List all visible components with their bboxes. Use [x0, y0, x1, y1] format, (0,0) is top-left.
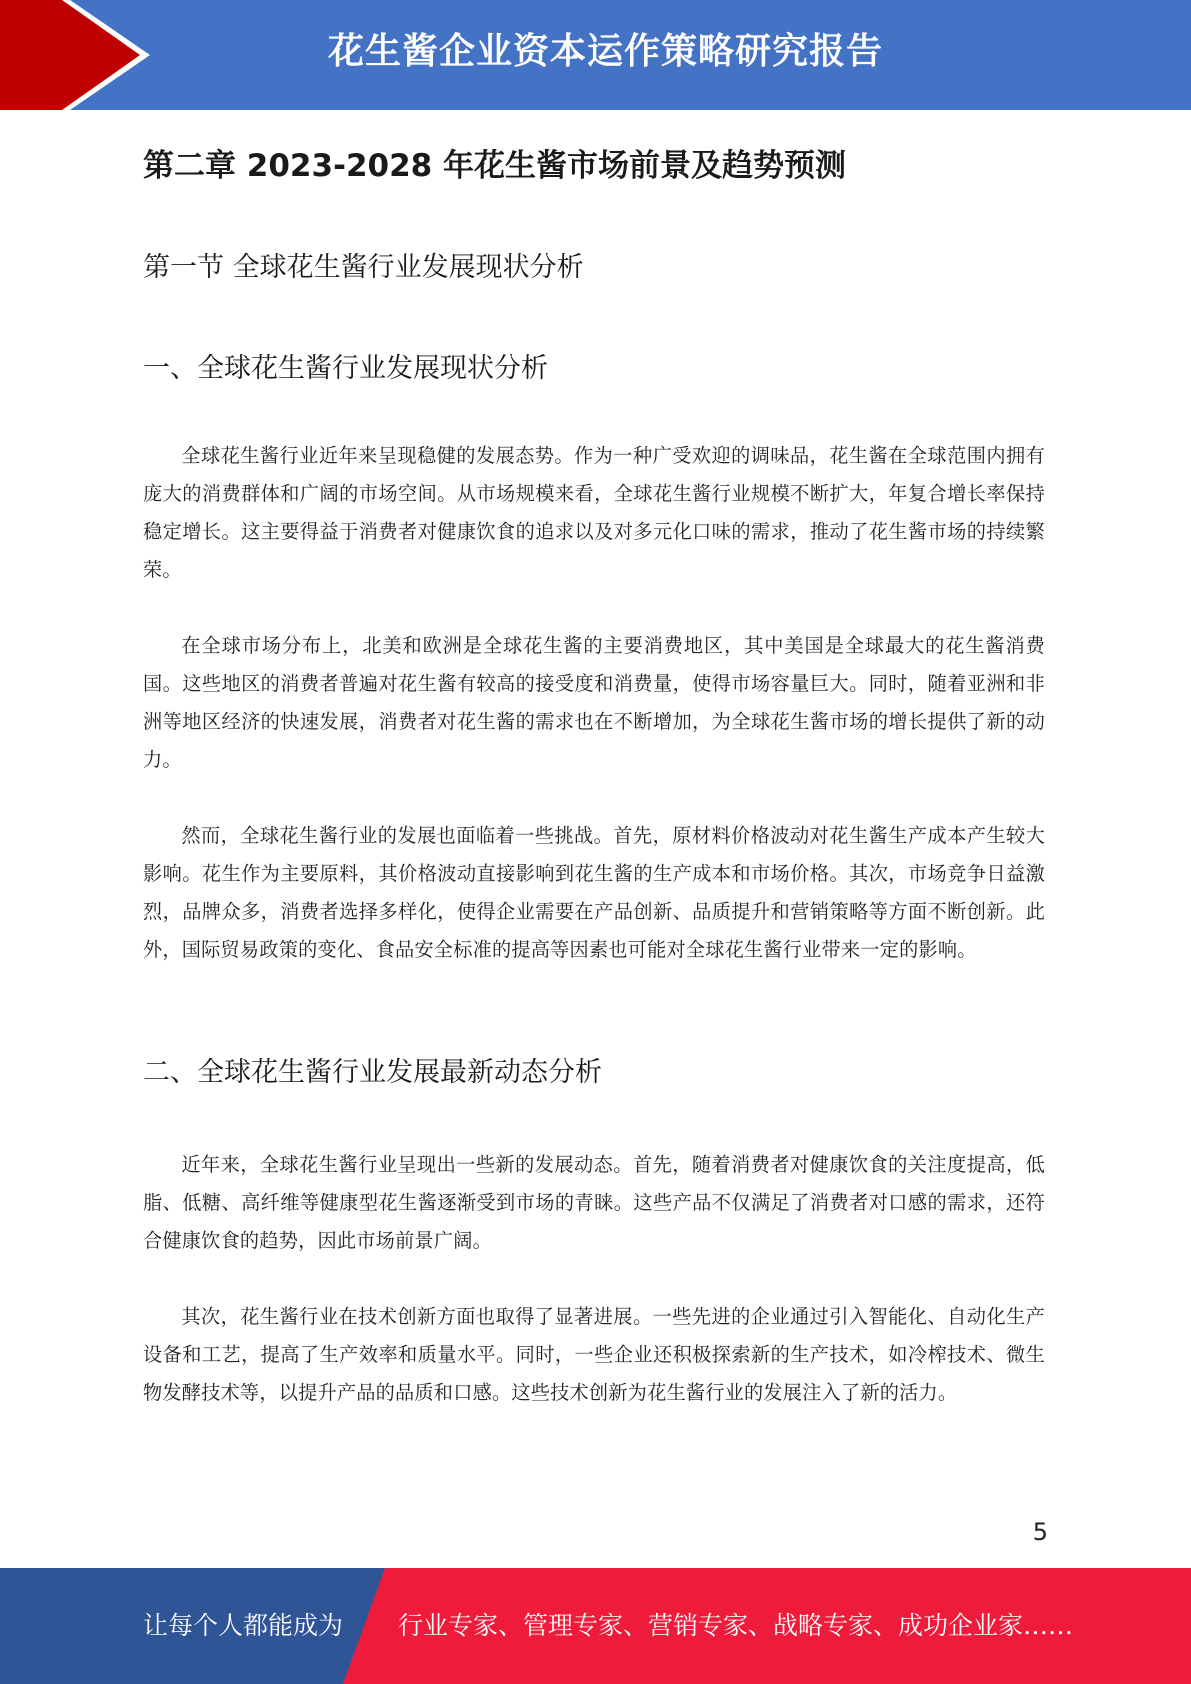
subsection-title-2: 二、全球花生酱行业发展最新动态分析: [143, 1057, 602, 1088]
footer-slogan-right: 行业专家、管理专家、营销专家、战略专家、成功企业家……: [398, 1611, 1074, 1640]
report-title: 花生酱企业资本运作策略研究报告: [327, 31, 883, 72]
section-title: 第一节 全球花生酱行业发展现状分析: [143, 252, 584, 283]
paragraph: 在全球市场分布上，北美和欧洲是全球花生酱的主要消费地区，其中美国是全球最大的花生酱消费国。这些地区的消费者普遍对花生酱有较高的接受度和消费量，使得市场容量巨大。同时，随着亚洲和非洲等地区经济的快速发展，消费者对花生酱的需求也在不断增加，为全球花生酱市场的增长提供了新的动力。: [143, 634, 1045, 771]
footer-banner: [0, 1568, 1191, 1684]
subsection-title-1: 一、全球花生酱行业发展现状分析: [143, 353, 548, 384]
page-number: 5: [1032, 1518, 1048, 1546]
paragraph: 然而，全球花生酱行业的发展也面临着一些挑战。首先，原材料价格波动对花生酱生产成本产生较大影响。花生作为主要原料，其价格波动直接影响到花生酱的生产成本和市场价格。其次，市场竞争日益激烈，品牌众多，消费者选择多样化，使得企业需要在产品创新、品质提升和营销策略等方面不断创新。此外，国际贸易政策的变化、食品安全标准的提高等因素也可能对全球花生酱行业带来一定的影响。: [143, 824, 1045, 961]
paragraph: 其次，花生酱行业在技术创新方面也取得了显著进展。一些先进的企业通过引入智能化、自动化生产设备和工艺，提高了生产效率和质量水平。同时，一些企业还积极探索新的生产技术，如冷榨技术、微生物发酵技术等，以提升产品的品质和口感。这些技术创新为花生酱行业的发展注入了新的活力。: [143, 1305, 1045, 1404]
footer-slogan-left: 让每个人都能成为: [143, 1611, 344, 1640]
paragraph: 近年来，全球花生酱行业呈现出一些新的发展动态。首先，随着消费者对健康饮食的关注度提高，低脂、低糖、高纤维等健康型花生酱逐渐受到市场的青睐。这些产品不仅满足了消费者对口感的需求，还符合健康饮食的趋势，因此市场前景广阔。: [143, 1153, 1045, 1252]
paragraph: 全球花生酱行业近年来呈现稳健的发展态势。作为一种广受欢迎的调味品，花生酱在全球范围内拥有庞大的消费群体和广阔的市场空间。从市场规模来看，全球花生酱行业规模不断扩大，年复合增长率保持稳定增长。这主要得益于消费者对健康饮食的追求以及对多元化口味的需求，推动了花生酱市场的持续繁荣。: [143, 444, 1045, 581]
header-banner: [0, 0, 1191, 110]
chapter-title: 第二章 2023-2028 年花生酱市场前景及趋势预测: [143, 148, 847, 184]
